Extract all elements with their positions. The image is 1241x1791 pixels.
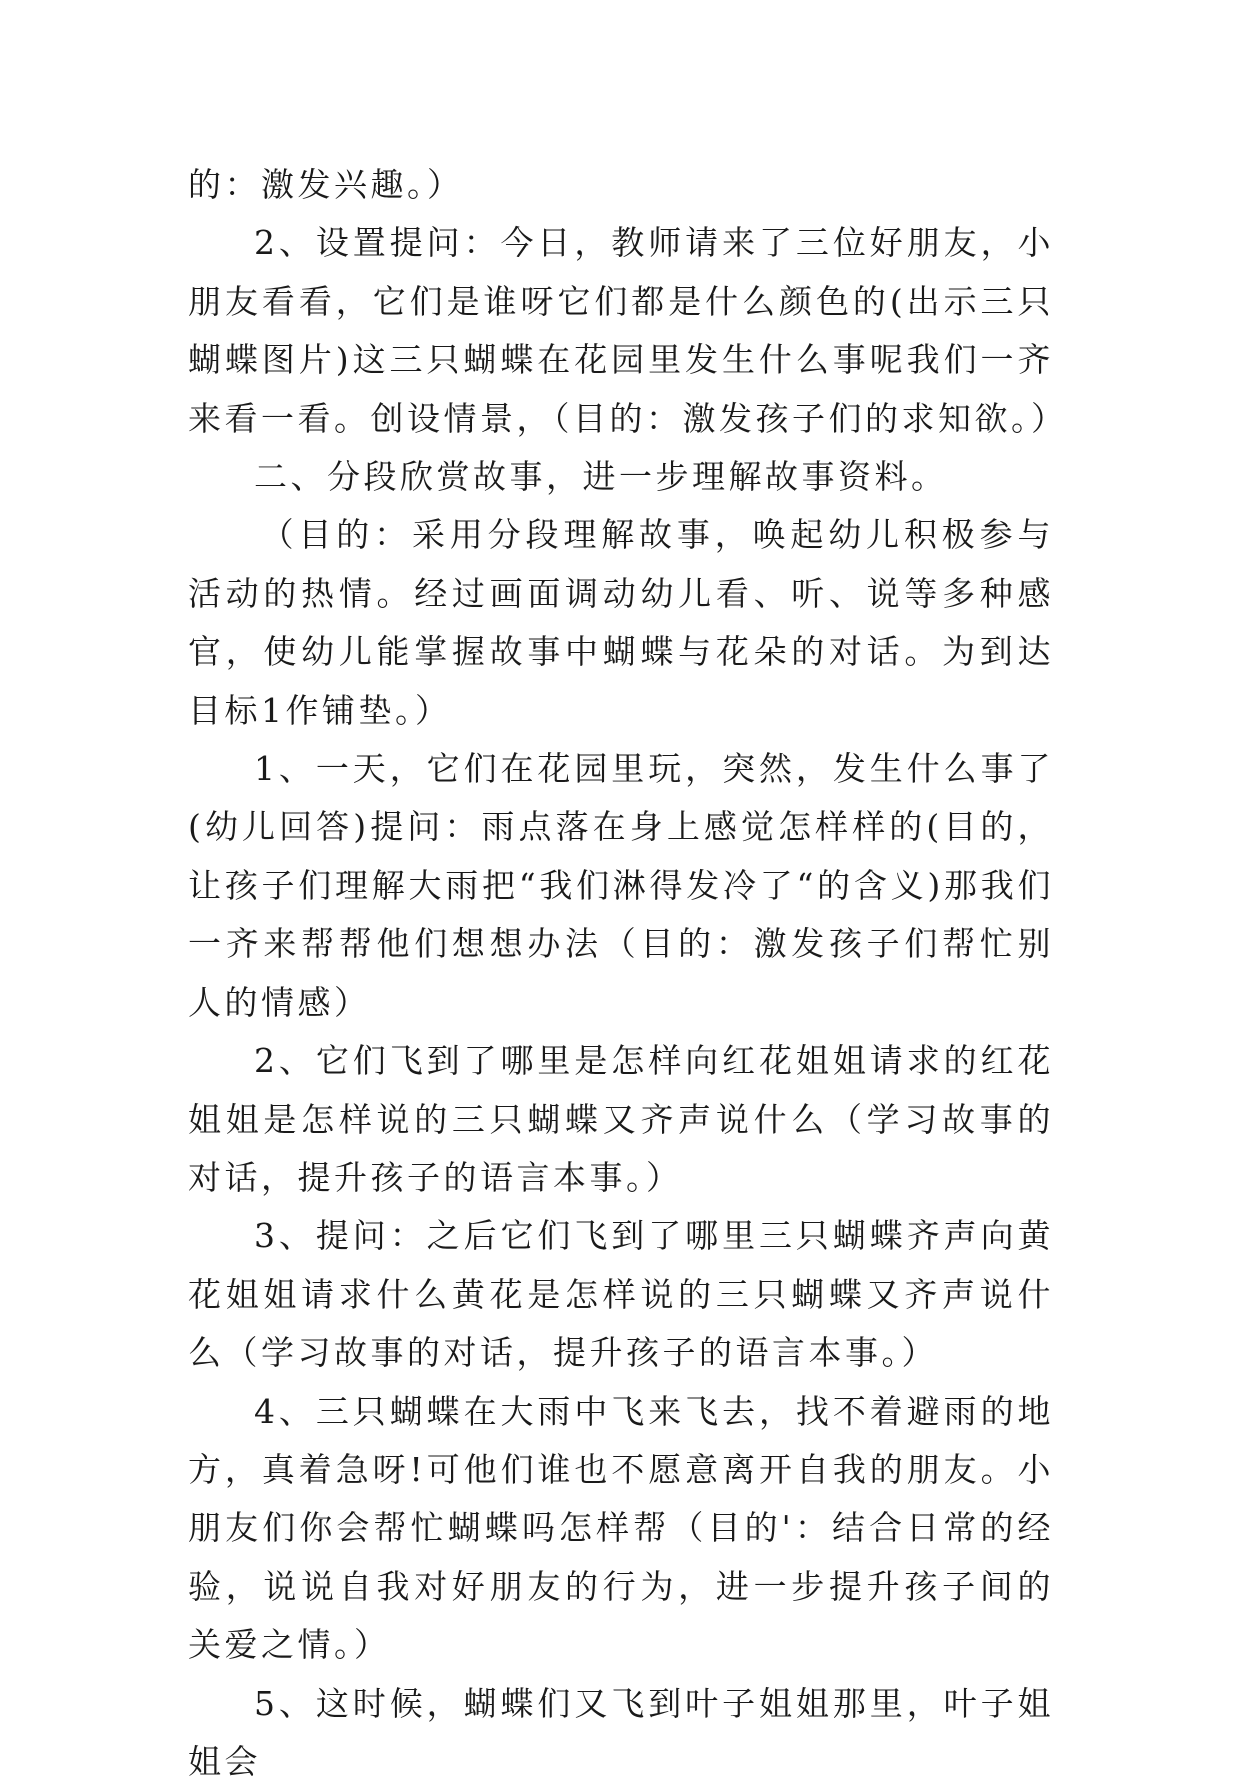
paragraph-step-3: 3、提问：之后它们飞到了哪里三只蝴蝶齐声向黄花姐姐请求什么黄花是怎样说的三只蝴蝶又齐声说什么（学习故事的对话，提升孩子的语言本事。）: [188, 1216, 1054, 1373]
paragraph-section-2-heading: 二、分段欣赏故事，进一步理解故事资料。: [254, 457, 948, 497]
paragraph-continuation: 的：激发兴趣。）: [188, 165, 464, 204]
paragraph-section-2-purpose: （目的：采用分段理解故事，唤起幼儿积极参与活动的热情。经过画面调动幼儿看、听、说等多种感官，使幼儿能掌握故事中蝴蝶与花朵的对话。为到达目标1作铺垫。）: [188, 515, 1054, 730]
paragraph-step-2: 2、它们飞到了哪里是怎样向红花姐姐请求的红花姐姐是怎样说的三只蝴蝶又齐声说什么（学习故事的对话，提升孩子的语言本事。）: [188, 1041, 1054, 1197]
paragraph-step-5: 5、这时候，蝴蝶们又飞到叶子姐姐那里，叶子姐姐会: [188, 1683, 1054, 1781]
paragraph-step-4: 4、三只蝴蝶在大雨中飞来飞去，找不着避雨的地方，真着急呀!可他们谁也不愿意离开自我的朋友。小朋友们你会帮忙蝴蝶吗怎样帮（目的'：结合日常的经验，说说自我对好朋友的行为，进一步提升孩子间的关爱之情。）: [188, 1391, 1054, 1665]
paragraph-step-2-question: 2、设置提问：今日，教师请来了三位好朋友，小朋友看看，它们是谁呀它们都是什么颜色的(出示三只蝴蝶图片)这三只蝴蝶在花园里发生什么事呢我们一齐来看一看。创设情景，（目的：激发孩子们的求知欲。）: [188, 223, 1068, 438]
paragraph-step-1: 1、一天，它们在花园里玩，突然，发生什么事了(幼儿回答)提问：雨点落在身上感觉怎样样的(目的，让孩子们理解大雨把“我们淋得发冷了“的含义)那我们一齐来帮帮他们想想办法（目的：激发孩子们帮忙别人的情感）: [188, 749, 1054, 1022]
document-body: [188, 156, 1068, 1791]
